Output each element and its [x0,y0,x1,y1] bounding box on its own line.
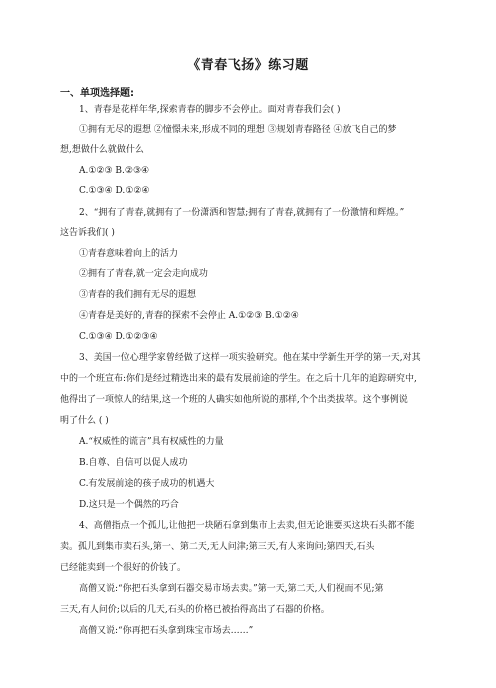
question-2-statement-3: ③青春的我们拥有无尽的遐想 [79,290,197,300]
question-3-option-b: B.自尊、自信可以促人成功 [79,458,188,468]
question-2-stem-continued: 这告诉我们( ) [60,228,115,238]
question-4-stem: 4、高僧指点一个孤儿,让他把一块陋石拿到集市上去卖,但无论谁要买这块石头都不能 [79,521,415,531]
document-title: 《青春飞扬》练习题 [187,58,309,73]
question-2-stem: 2、“拥有了青春,就拥有了一份潇洒和智慧;拥有了青春,就拥有了一份激情和辉煌。” [79,208,405,218]
question-2-statement-4-options-ab: ④青春是美好的,青春的探索不会停止 A.①②③ B.①②④ [79,311,299,321]
question-3-stem-line-2: 中的一个班宣布:你们是经过精选出来的最有发展前途的学生。在之后十几年的追踪研究中, [60,374,417,384]
question-3-stem-line-3: 他得出了一项惊人的结果,这一个班的人确实如他所说的那样,个个出类拔萃。这个事例说 [60,395,408,405]
question-4-dialogue-2: 高僧又说:“你再把石头拿到珠宝市场去……” [79,626,254,636]
question-1-options-ab: A.①②③ B.②③④ [79,166,150,176]
question-3-option-a: A.“权威性的谎言”具有权威性的力量 [79,437,224,447]
section-heading: 一、单项选择题: [60,88,134,99]
question-1-statements: ①拥有无尽的遐想 ②憧憬未来,形成不同的理想 ③规划青春路径 ④放飞自己的梦 [79,125,397,135]
question-2-statement-2: ②拥有了青春,就一定会走向成功 [79,269,208,279]
question-4-dialogue-1-continued: 三天,有人问价;以后的几天,石头的价格已被抬得高出了石器的价格。 [60,605,330,615]
question-1-statements-continued: 想,想做什么就做什么 [60,145,144,155]
question-4-stem-line-2: 卖。孤儿到集市卖石头,第一、第二天,无人问津;第三天,有人来询问;第四天,石头 [60,542,375,552]
question-3-option-d: D.这只是一个偶然的巧合 [79,500,179,510]
question-4-dialogue-1: 高僧又说:“你把石头拿到石器交易市场去卖。”第一天,第二天,人们视而不见;第 [79,584,384,594]
question-1-options-cd: C.①③④ D.①②④ [79,186,150,196]
question-3-stem: 3、美国一位心理学家曾经做了这样一项实验研究。他在某中学新生开学的第一天,对其 [79,353,421,363]
question-3-option-c: C.有发展前途的孩子成功的机遇大 [79,479,215,489]
question-4-stem-line-3: 已经能卖到一个很好的价钱了。 [60,563,187,573]
question-3-stem-line-4: 明了什么 ( ) [60,416,109,426]
question-2-statement-1: ①青春意味着向上的活力 [79,249,179,259]
question-1-stem: 1、青春是花样年华,探索青春的脚步不会停止。面对青春我们会( ) [79,105,341,115]
question-2-options-cd: C.①③④ D.①②③④ [79,332,158,342]
